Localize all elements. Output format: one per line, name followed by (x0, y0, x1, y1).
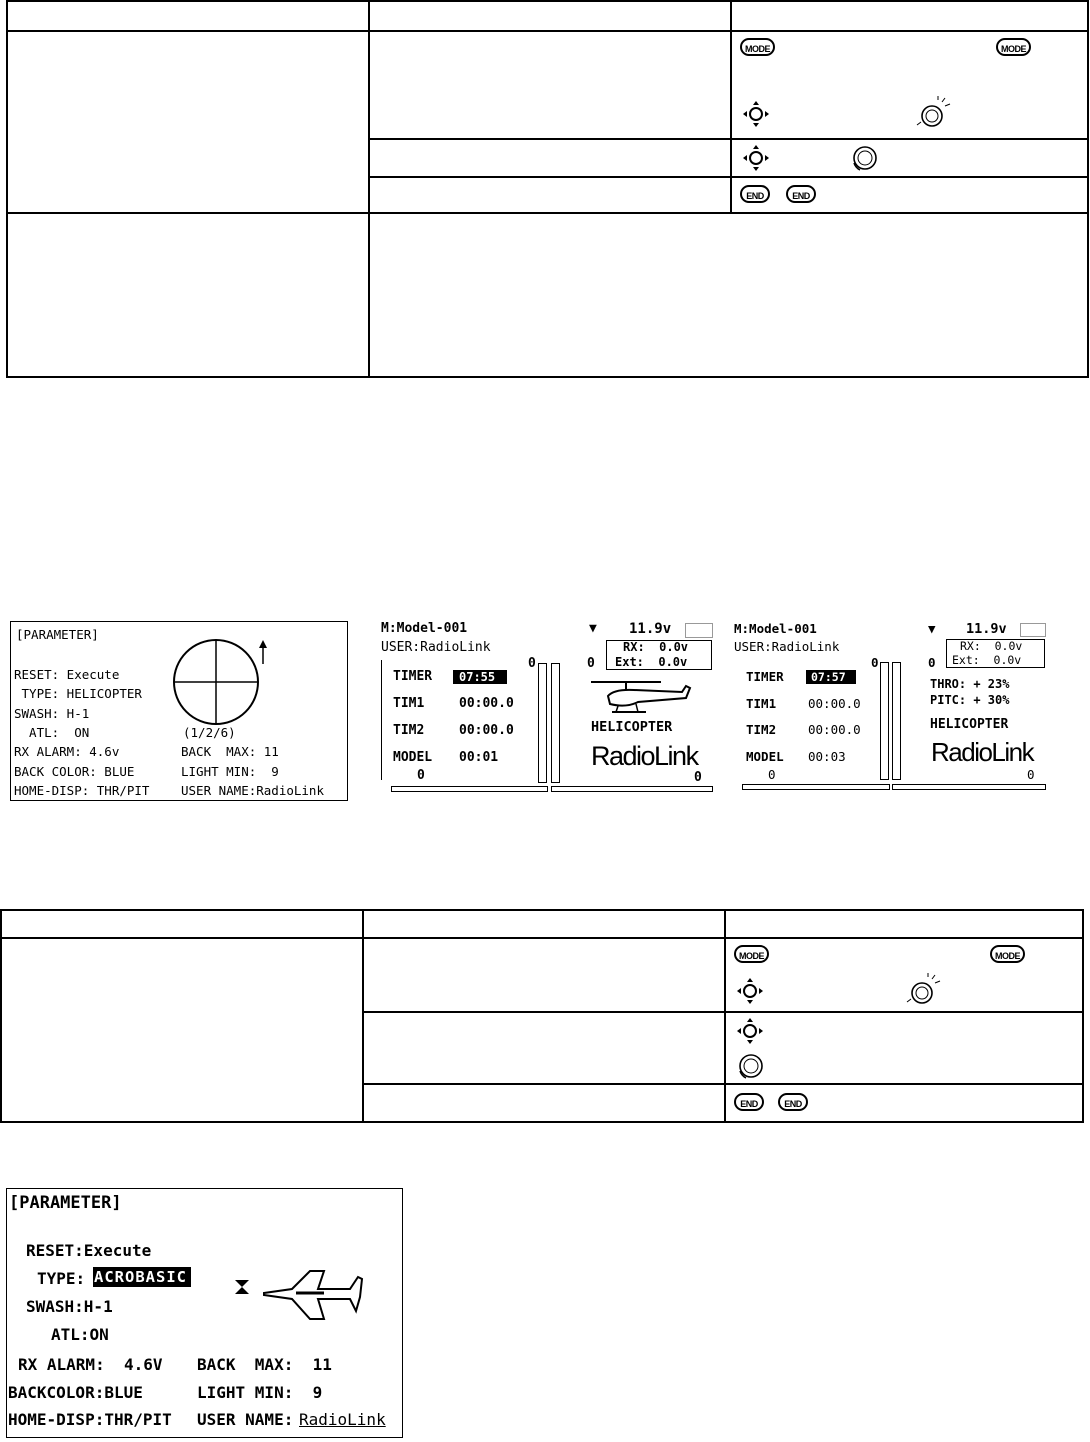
atl-line[interactable]: ATL: ON (14, 725, 90, 740)
t2-step2-ops (725, 1012, 1083, 1084)
user-name-label: USER NAME: (197, 1410, 294, 1429)
frame-left (381, 660, 382, 780)
t2-header-col2 (363, 910, 725, 938)
home-disp-line[interactable]: HOME-DISP: THR/PIT (14, 783, 150, 798)
tx-voltage: 11.9v (966, 621, 1007, 637)
t1-step2-cell (369, 139, 731, 177)
rx-alarm-line[interactable]: RX ALARM: 4.6V (18, 1355, 163, 1374)
end-key-icon: END (740, 185, 770, 203)
zero-label: 0 (417, 768, 425, 783)
joystick-icon (742, 100, 770, 128)
t1-step1-cell (369, 31, 731, 139)
model-timer-value: 00:03 (808, 749, 846, 764)
antenna-icon: ▼ (928, 621, 936, 636)
back-color-line[interactable]: BACKCOLOR:BLUE (8, 1383, 143, 1402)
mode-key-icon: MODE (734, 945, 769, 963)
ext-voltage: Ext: 0.0v (952, 653, 1022, 667)
zero-label: 0 (587, 656, 595, 671)
tim1-label: TIM1 (393, 696, 425, 711)
t2-step3-cell (363, 1084, 725, 1122)
rx-alarm-line[interactable]: RX ALARM: 4.6v (14, 744, 120, 759)
throttle-value: THRO: + 23% (930, 677, 1010, 691)
trim-bar-left (880, 662, 889, 780)
swash-indicator-circle-icon (169, 638, 269, 728)
tim2-label: TIM2 (746, 722, 777, 737)
reset-line[interactable]: RESET:Execute (26, 1241, 152, 1260)
zero-label: 0 (928, 655, 936, 670)
light-min-line[interactable]: LIGHT MIN: 9 (181, 764, 279, 779)
airplane-icon (262, 1267, 364, 1323)
tim1-value: 00:00.0 (808, 696, 861, 711)
zero-label: 0 (1027, 767, 1035, 782)
back-color-line[interactable]: BACK COLOR: BLUE (14, 764, 135, 779)
trim-bar-bottom-right (892, 784, 1046, 790)
trim-bar-right (551, 663, 560, 783)
brand-logo: RadioLink (591, 741, 698, 771)
t2-header-col3 (725, 910, 1083, 938)
procedure-table-1 (6, 0, 1089, 378)
model-timer-label: MODEL (393, 750, 433, 765)
t1-step3-cell (369, 177, 731, 213)
user-name-line[interactable]: USER NAME:RadioLink (181, 783, 324, 798)
t1-note-label-cell (7, 213, 369, 377)
zero-label: 0 (528, 656, 536, 671)
joystick-icon (742, 144, 770, 172)
user-name-value[interactable]: RadioLink (299, 1410, 386, 1429)
reset-line[interactable]: RESET: Execute (14, 667, 120, 682)
end-key-icon: END (786, 185, 816, 203)
lcd-parameter-screen-1 (10, 621, 348, 801)
mode-key-icon: MODE (740, 38, 775, 56)
end-key-icon: END (778, 1093, 808, 1111)
trim-bar-bottom-right (551, 786, 713, 792)
trim-bar-bottom-left (391, 786, 548, 792)
tim2-value: 00:00.0 (808, 722, 861, 737)
dial-press-icon (916, 96, 952, 130)
t2-step1-ops (725, 938, 1083, 1012)
pitch-value: PITC: + 30% (930, 693, 1010, 707)
screen-title: [PARAMETER] (9, 1193, 122, 1213)
model-name: M:Model-001 (734, 621, 817, 636)
tim2-value: 00:00.0 (459, 723, 514, 738)
battery-icon (685, 623, 713, 638)
user-name: USER:RadioLink (381, 640, 491, 655)
type-label: TYPE: (37, 1269, 86, 1288)
swash-line[interactable]: SWASH:H-1 (26, 1297, 113, 1316)
t2-header-col1 (1, 910, 363, 938)
lcd-home-screen-1 (381, 620, 714, 794)
lcd-parameter-screen-2 (6, 1188, 403, 1438)
screen-title: [PARAMETER] (16, 627, 99, 642)
model-type-label: HELICOPTER (591, 719, 673, 735)
procedure-table-2 (0, 909, 1084, 1123)
ext-voltage: Ext: 0.0v (615, 655, 688, 669)
zero-label: 0 (871, 655, 879, 670)
model-name: M:Model-001 (381, 621, 468, 636)
t2-step2-cell (363, 1012, 725, 1084)
model-type-label: HELICOPTER (930, 717, 1009, 732)
timer-value: 07:57 (806, 670, 856, 684)
back-max-line[interactable]: BACK MAX: 11 (197, 1355, 332, 1374)
t1-note-cell (369, 213, 1088, 377)
zero-label: 0 (694, 770, 702, 785)
end-key-icon: END (734, 1093, 764, 1111)
swash-line[interactable]: SWASH: H-1 (14, 706, 90, 721)
model-timer-value: 00:01 (459, 750, 499, 765)
timer-label: TIMER (746, 669, 784, 684)
mode-key-icon: MODE (996, 38, 1031, 56)
dial-turn-icon (850, 143, 880, 173)
dial-press-icon (906, 973, 942, 1007)
joystick-icon (736, 977, 764, 1005)
type-value-selected[interactable]: ACROBASIC (93, 1267, 191, 1287)
model-timer-label: MODEL (746, 749, 784, 764)
timer-value: 07:55 (453, 670, 507, 684)
tim1-label: TIM1 (746, 696, 777, 711)
t1-step2-ops (731, 139, 1088, 177)
antenna-icon: ▼ (589, 621, 597, 636)
user-name: USER:RadioLink (734, 639, 840, 654)
tim1-value: 00:00.0 (459, 696, 514, 711)
tim2-label: TIM2 (393, 723, 425, 738)
t1-header-col1 (7, 1, 369, 31)
home-disp-line[interactable]: HOME-DISP:THR/PIT (8, 1410, 172, 1429)
t2-step1-cell (363, 938, 725, 1012)
dial-turn-icon (736, 1051, 766, 1081)
t1-step3-ops (731, 177, 1088, 213)
t1-header-col2 (369, 1, 731, 31)
joystick-icon (736, 1017, 764, 1045)
hourglass-icon (233, 1279, 251, 1295)
battery-icon (1020, 623, 1046, 637)
t1-step1-ops (731, 31, 1088, 139)
t1-header-col3 (731, 1, 1088, 31)
type-line[interactable]: TYPE: HELICOPTER (14, 686, 142, 701)
trim-bar-bottom-left (742, 784, 890, 790)
t2-step3-ops (725, 1084, 1083, 1122)
helicopter-icon (586, 678, 696, 720)
page-indicator: (1/2/6) (183, 725, 236, 740)
rx-voltage: RX: 0.0v (960, 639, 1023, 653)
atl-line[interactable]: ATL:ON (51, 1325, 109, 1344)
tx-voltage: 11.9v (629, 621, 672, 637)
trim-bar-right (892, 662, 901, 780)
light-min-line[interactable]: LIGHT MIN: 9 (197, 1383, 323, 1402)
up-arrow-icon (257, 640, 269, 664)
rx-voltage: RX: 0.0v (623, 640, 689, 654)
back-max-line[interactable]: BACK MAX: 11 (181, 744, 279, 759)
timer-label: TIMER (393, 669, 433, 684)
trim-bar-left (538, 663, 547, 783)
zero-label: 0 (768, 767, 776, 782)
t2-function-cell (1, 938, 363, 1122)
brand-logo: RadioLink (931, 737, 1034, 767)
t1-function-cell (7, 31, 369, 213)
mode-key-icon: MODE (990, 945, 1025, 963)
lcd-home-screen-2 (734, 620, 1046, 792)
